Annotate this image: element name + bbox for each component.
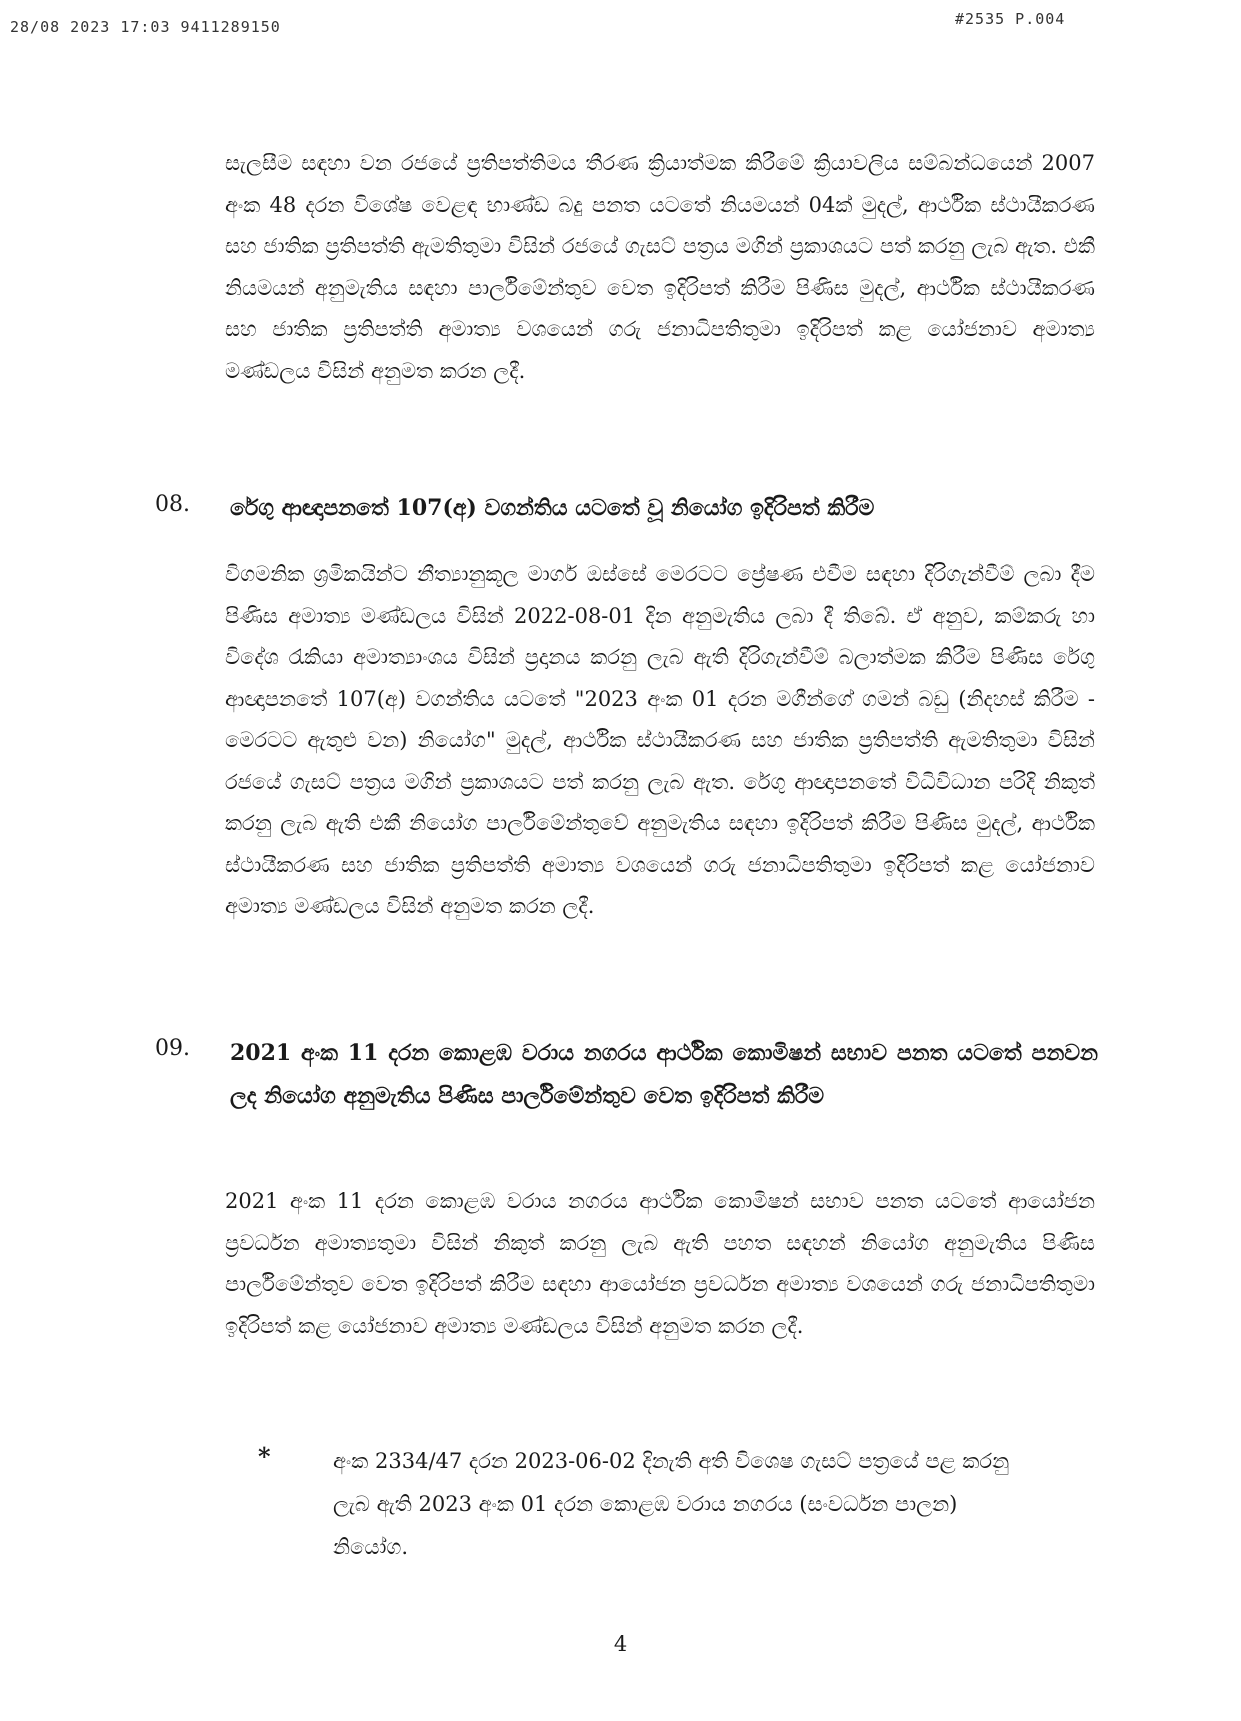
section-09-paragraph: 2021 අංක 11 දරන කොළඹ වරාය නගරය ආර්ථික කොමිෂන් සභාව පනත යටතේ ආයෝජන ප්‍රවර්ධන අමාත්‍යතුමා විසින් නිකුත් කරනු ලැබ ඇති පහත සඳහන් නියෝග අනුමැතිය පිණිස පාර්ලිමේන්තුව වෙත ඉදිරිපත් කිරීම සඳහා ආයෝජන ප්‍රවර්ධන අමාත්‍ය වශයෙන් ගරු ජනාධිපතිතුමා ඉදිරිපත් කළ යෝජනාව අමාත්‍ය මණ්ඩලය විසින් අනුමත කරන ලදී. — [225, 1189, 1095, 1338]
intro-paragraph: සැලසීම සඳහා වන රජයේ ප්‍රතිපත්තිමය තීරණ ක්‍රියාත්මක කිරීමේ ක්‍රියාවලිය සම්බන්ධයෙන් 2007 අංක 48 දරන විශේෂ වෙළඳ භාණ්ඩ බදු පනත යටතේ නියමයන් 04ක් මුදල්, ආර්ථික ස්ථායීකරණ සහ ජාතික ප්‍රතිපත්ති ඇමතිතුමා විසින් රජයේ ගැසට් පත්‍රය මගින් ප්‍රකාශයට පත් කරනු ලැබ ඇත. එකී නියමයන් අනුමැතිය සඳහා පාර්ලිමේන්තුව වෙත ඉදිරිපත් කිරීම පිණිස මුදල්, ආර්ථික ස්ථායීකරණ සහ ජාතික ප්‍රතිපත්ති අමාත්‍ය වශයෙන් ගරු ජනාධිපතිතුමා ඉදිරිපත් කළ යෝජනාව අමාත්‍ය මණ්ඩලය විසින් අනුමත කරන ලදී. — [225, 151, 1095, 383]
section-number: 08. — [155, 492, 190, 517]
page-number: 4 — [613, 1632, 628, 1656]
section-title: රේගු ආඥාපනතේ 107(අ) වගන්තිය යටතේ වූ නියෝග ඉදිරිපත් කිරීම — [230, 495, 875, 521]
bullet-text: අංක 2334/47 දරන 2023-06-02 දිනැති අති විශෙෂ ගැසට් පත්‍රයේ පළ කරනු ලැබ ඇති 2023 අංක 01 දරන කොළඹ වරාය නගරය (සංවර්ධන පාලන) නියෝග. — [333, 1449, 1010, 1559]
fax-transmission-info: 28/08 2023 17:03 9411289150 — [10, 18, 281, 36]
fax-header — [0, 8, 1241, 38]
bullet-mark: * — [258, 1442, 271, 1471]
fax-page-id: #2535 P.004 — [955, 10, 1066, 28]
section-title: 2021 අංක 11 දරන කොළඹ වරාය නගරය ආර්ථික කොමිෂන් සභාව පනත යටතේ පනවන ලද නියෝග අනුමැතිය පිණිස පාර්ලිමේන්තුව වෙත ඉදිරිපත් කිරීම — [230, 1040, 1098, 1109]
section-number: 09. — [155, 1036, 190, 1061]
section-08-paragraph: විගමනික ශ්‍රමිකයින්ට නීත්‍යානුකූල මාර්ග ඔස්සේ මෙරටට ප්‍රේෂණ එවීම සඳහා දිරිගැන්වීම් ලබා දීම පිණිස අමාත්‍ය මණ්ඩලය විසින් 2022-08-01 දින අනුමැතිය ලබා දී තිබේ. ඒ අනුව, කම්කරු හා විදේශ රැකියා අමාත්‍යාංශය විසින් ප්‍රදානය කරනු ලැබ ඇති දිරිගැන්වීම් බලාත්මක කිරීම පිණිස රේගු ආඥාපනතේ 107(අ) වගන්තිය යටතේ "2023 අංක 01 දරන මගීන්ගේ ගමන් බඩු (නිදහස් කිරීම - මෙරටට ඇතුළු වන) නියෝග" මුදල්, ආර්ථික ස්ථායීකරණ සහ ජාතික ප්‍රතිපත්ති ඇමතිතුමා විසින් රජයේ ගැසට් පත්‍රය මගින් ප්‍රකාශයට පත් කරනු ලැබ ඇත. රේගු ආඥාපනතේ විධිවිධාන පරිදි නිකුත් කරනු ලැබ ඇති එකී නියෝග පාර්ලිමේන්තුවේ අනුමැතිය සඳහා ඉදිරිපත් කිරීම පිණිස මුදල්, ආර්ථික ස්ථායීකරණ සහ ජාතික ප්‍රතිපත්ති අමාත්‍ය වශයෙන් ගරු ජනාධිපතිතුමා ඉදිරිපත් කළ යෝජනාව අමාත්‍ය මණ්ඩලය විසින් අනුමත කරන ලදී. — [225, 562, 1095, 918]
